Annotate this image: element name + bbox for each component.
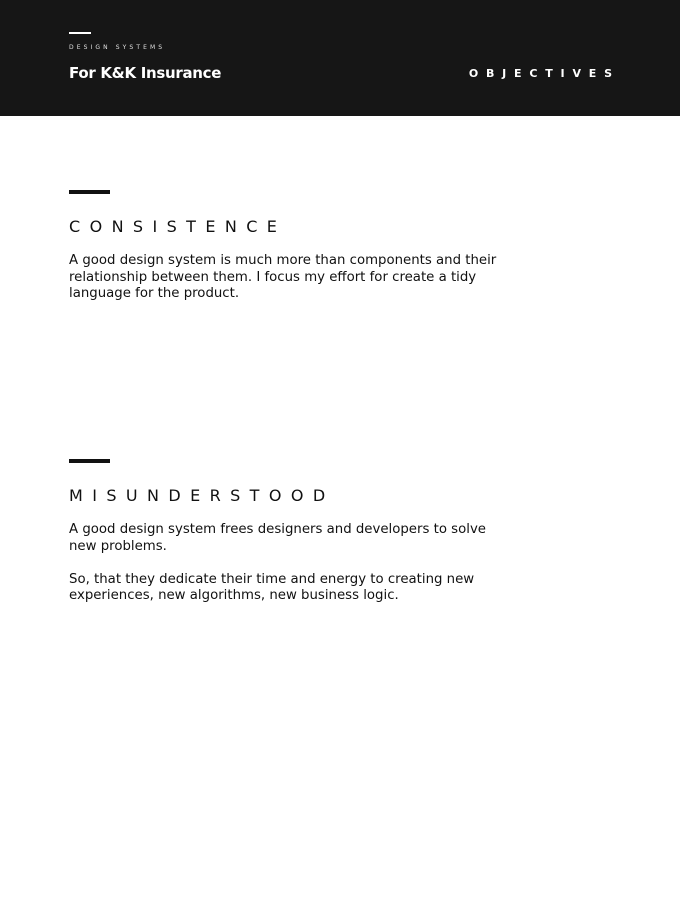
section-paragraph: A good design system frees designers and developers to solve new problems. — [69, 522, 486, 554]
page-header — [0, 0, 680, 116]
section-accent-bar — [69, 190, 110, 194]
section-heading: CONSISTENCE — [69, 217, 287, 236]
header-section-label: OBJECTIVES — [468, 67, 620, 80]
section-paragraph: A good design system is much more than components and their relationship between them. I focus my effort for create a tidy language for the product. — [69, 253, 497, 301]
section-paragraph: So, that they dedicate their time and energy to creating new experiences, new algorithms, new business logic. — [69, 571, 475, 603]
section-accent-bar — [69, 459, 110, 463]
header-accent-dash — [69, 32, 91, 34]
section-body — [69, 253, 509, 303]
section-consistence — [69, 190, 509, 303]
section-body — [69, 522, 509, 605]
section-misunderstood — [69, 459, 509, 605]
header-eyebrow: DESIGN SYSTEMS — [69, 44, 166, 51]
section-heading: MISUNDERSTOOD — [69, 486, 335, 505]
page-title: For K&K Insurance — [69, 64, 222, 82]
